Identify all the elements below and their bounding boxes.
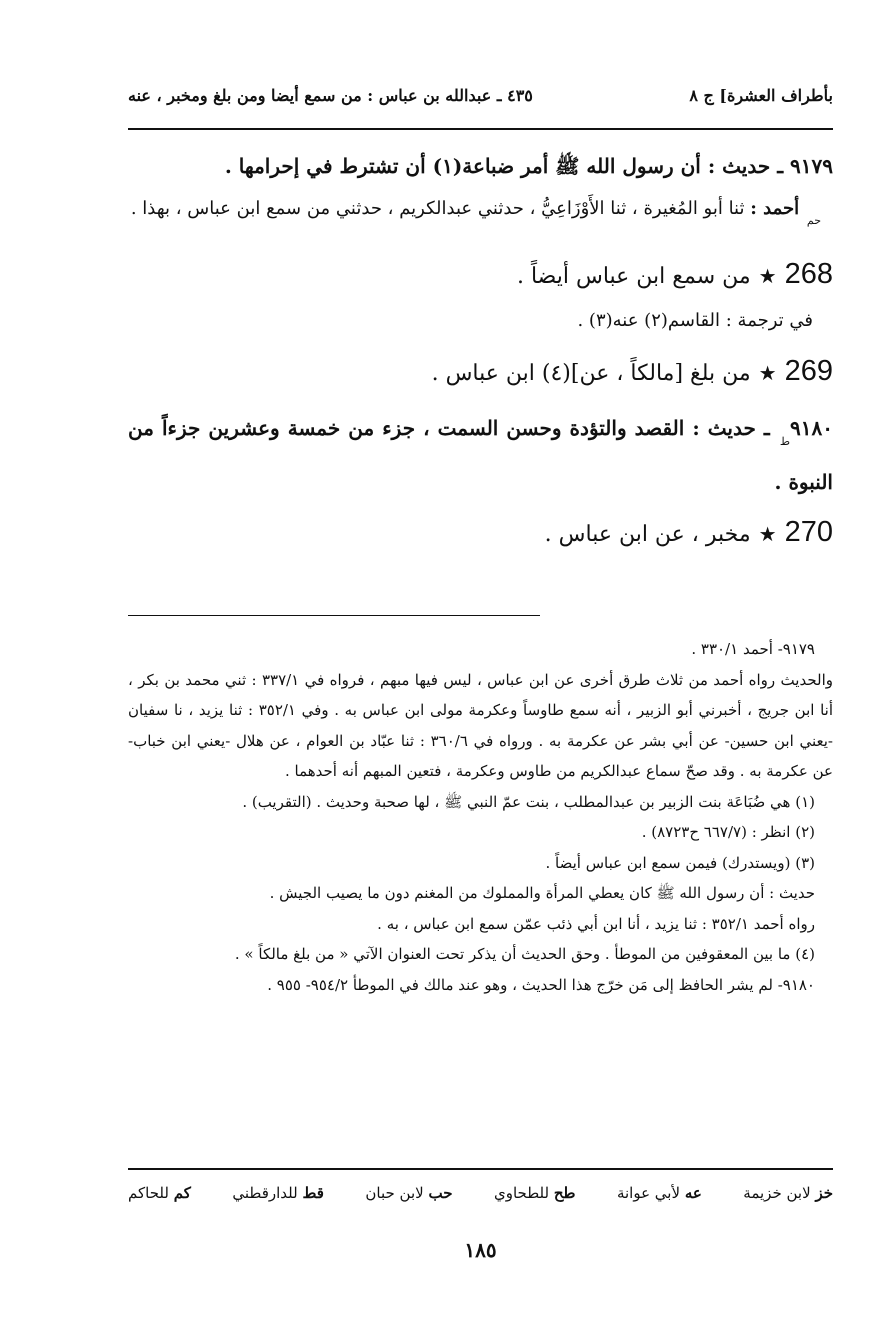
footnote: حديث : أن رسول الله ﷺ كان يعطي المرأة والمملوك من المغنم دون ما يصيب الجيش . [269, 884, 815, 902]
rawi-268-note: في ترجمة : القاسم(٢) عنه(٣) . [577, 310, 813, 331]
rawi-title: من بلغ [مالكاً ، عن](٤) ابن عباس . [431, 361, 751, 386]
page-number: ١٨٥ [464, 1238, 497, 1262]
rawi-270 [128, 508, 833, 559]
footnote: (١) هي ضُبَاعَة بنت الزبير بن عبدالمطلب ، بنت عمّ النبي ﷺ ، لها صحبة وحديث . (التقريب) . [242, 792, 815, 811]
abbreviations-key [128, 1184, 833, 1202]
book-page [128, 0, 833, 1332]
rawi-268 [128, 250, 833, 301]
footnote: (٣) (ويستدرك) فيمن سمع ابن عباس أيضاً . [545, 853, 815, 872]
abbreviation: عه لأبي عوانة [616, 1184, 702, 1202]
header-rule [128, 128, 833, 130]
rawi-number: 268 [784, 258, 833, 290]
star-icon: ★ [758, 264, 777, 288]
hadith-9180 [128, 408, 833, 502]
footnote: رواه أحمد ٣٥٢/١ : ثنا يزيد ، أنا ابن أبي ذئب عمّن سمع ابن عباس ، به . [377, 914, 815, 933]
footnote-separator [128, 615, 540, 616]
isnad-9179 [128, 188, 833, 242]
footnote: (٤) ما بين المعقوفين من الموطأ . وحق الحديث أن يذكر تحت العنوان الآتي « من بلغ مالكاً » . [234, 945, 815, 963]
abbreviations-rule [128, 1168, 833, 1170]
rawi-title: مخبر ، عن ابن عباس . [544, 522, 751, 547]
hadith-number: ٩١٧٩ [790, 154, 833, 178]
rawi-number: 269 [784, 355, 833, 387]
footnote: (٢) انظر : (٦٦٧/٧ ح٨٧٢٣) . [641, 823, 815, 841]
header-book-title: بأطراف العشرة] ج ٨ [689, 86, 833, 105]
source-name: أحمد : [750, 198, 800, 219]
hadith-number: ٩١٨٠ [790, 416, 833, 440]
rawi-269 [128, 347, 833, 398]
running-header [128, 86, 833, 112]
abbreviation: حب لابن حبان [365, 1184, 453, 1202]
rawi-number: 270 [784, 516, 833, 548]
star-icon: ★ [758, 361, 777, 385]
footnote: ٩١٧٩- أحمد ٣٣٠/١ . [691, 640, 815, 658]
footnotes [128, 634, 833, 1000]
abbreviation: كم للحاكم [128, 1184, 191, 1202]
abbreviation: قط للدارقطني [232, 1184, 324, 1202]
star-icon: ★ [758, 522, 777, 546]
source-symbol: حم [806, 214, 821, 227]
hadith-9179 [128, 146, 833, 186]
main-text [128, 146, 833, 559]
isnad-text: ثنا أبو المُغيرة ، ثنا الأَوْزَاعِيُّ ، حدثني عبدالكريم ، حدثني من سمع ابن عباس ، بهذا . [130, 198, 745, 219]
abbreviation: طح للطحاوي [493, 1184, 576, 1202]
footnote: ٩١٨٠- لم يشر الحافظ إلى مَن خرّج هذا الحديث ، وهو عند مالك في الموطأ ٩٥٤/٢- ٩٥٥ . [267, 975, 815, 994]
rawi-title: من سمع ابن عباس أيضاً . [516, 264, 751, 289]
header-section-title: ٤٣٥ ـ عبدالله بن عباس : من سمع أيضا ومن بلغ ومخبر ، عنه [128, 86, 533, 105]
hadith-text: ـ حديث : أن رسول الله ﷺ أمر ضباعة(١) أن تشترط في إحرامها . [224, 154, 784, 178]
source-symbol: ط [779, 435, 791, 448]
hadith-text: ـ حديث : القصد والتؤدة وحسن السمت ، جزء من خمسة وعشرين جزءاً من النبوة . [128, 416, 833, 494]
abbreviation: خز لابن خزيمة [743, 1184, 833, 1202]
footnote: والحديث رواه أحمد من ثلاث طرق أخرى عن ابن عباس ، ليس فيها مبهم ، فرواه في ٣٣٧/١ : ثني محمد بن بكر ، أنا ابن جريج ، أخبرني أبو الزبير ، أنه سمع طاوساً وعكرمة مولى ابن عباس به . وفي ٣٥٢/١ : ثنا يزيد ، نا سفيان -يعني ابن حسين- عن أبي بشر عن عكرمة به . ورواه في ٣٦٠/٦ : ثنا عبّاد بن العوام ، عن هلال -يعني ابن خباب- عن عكرمة به . وقد صحّ سماع عبدالكريم من طاوس وعكرمة ، فتعين المبهم أنه أحدهما . [128, 670, 833, 780]
